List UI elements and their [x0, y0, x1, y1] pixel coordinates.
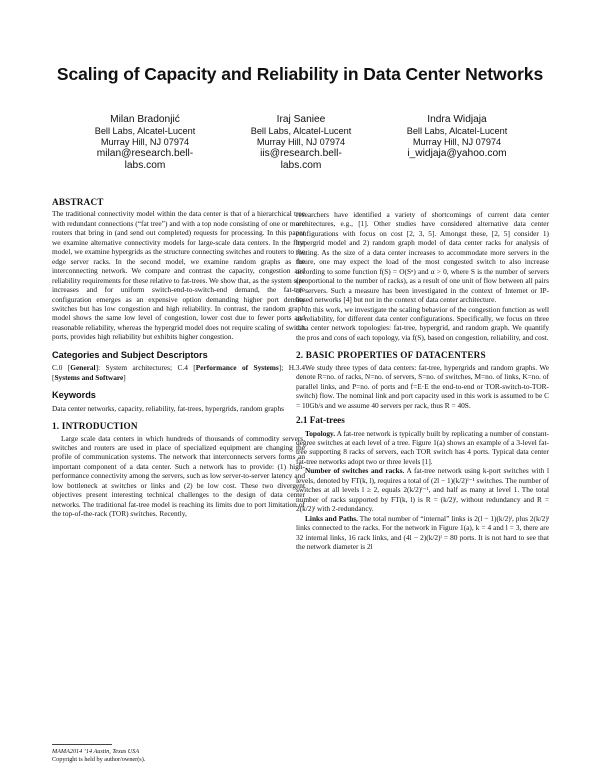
author-affiliation: Bell Labs, Alcatel-Lucent	[406, 126, 508, 136]
author-affiliation: Bell Labs, Alcatel-Lucent	[250, 126, 352, 136]
author-address: Murray Hill, NJ 07974	[100, 137, 190, 147]
keywords-text: Data center networks, capacity, reliability, fat-trees, hypergrids, random graphs	[52, 403, 284, 413]
keywords-heading: Keywords	[52, 390, 96, 401]
footer-rule	[52, 744, 112, 745]
author-email: i_widjaja@yahoo.com	[407, 148, 507, 159]
links-paths-paragraph: Links and Paths. The total number of “internal” links is 2(l − 1)(k/2)ˡ, plus 2(k/2)ˡ links connected to the racks. For the network in Figure 1(a), k = 4 and l = 3, there are 32 internal links, 16 rack links, and (4l − 2)(k/2)ˡ = 80 ports. It is not hard to see that the network diameter is 2l	[296, 513, 550, 551]
author-block	[70, 114, 550, 178]
author-email: milan@research.bell-labs.com	[96, 148, 194, 171]
categories-text: C.0 [General]: System architectures; C.4 [Performance of Systems]; H.3.4 [Systems and Software]	[52, 363, 306, 382]
author-name: Iraj Saniee	[276, 114, 326, 125]
intro-paragraph-2: In this work, we investigate the scaling behavior of the congestion function as well as reliability, for different data center configurations. Specifically, we focus on three data center network topologies: fat-tree, hypergrid, and random graph. We quantify the pros and cons of each topology, via f(S), based on congestion, reliability, and cost.	[296, 304, 549, 342]
left-column	[52, 198, 305, 519]
abstract-heading: ABSTRACT	[52, 197, 104, 207]
footer-copyright: Copyright is held by author/owner(s).	[52, 755, 146, 763]
switches-racks-paragraph: Number of switches and racks. A fat-tree network using k-port switches with l levels, denoted by FT(k, l), requires a total of (2l − 1)(k/2)ˡ⁻¹ switches. The number of switches at all levels l ≥ 2, equals 2(k/2)ˡ⁻¹, and half as many at level 1. The total number of racks supported by FT(k, l) is R = (k/2)ˡ, without redundancy and R = 2(k/2)ˡ with 2-redundancy.	[296, 466, 549, 514]
copyright-footer	[52, 748, 145, 763]
author-3	[382, 114, 532, 160]
author-address: Murray Hill, NJ 07974	[256, 137, 346, 147]
author-email: iis@research.bell-labs.com	[260, 148, 342, 171]
footer-venue: MAMA2014 ’14 Austin, Texas USA	[52, 748, 140, 755]
author-name: Indra Widjaja	[427, 114, 487, 125]
section-2-heading: 2. BASIC PROPERTIES OF DATACENTERS	[296, 350, 486, 361]
author-address: Murray Hill, NJ 07974	[412, 137, 502, 147]
section-2-1-heading: 2.1 Fat-trees	[296, 415, 345, 426]
categories-heading: Categories and Subject Descriptors	[52, 349, 208, 360]
topology-paragraph: Topology. A fat-tree network is typically built by replicating a number of constant-degree switches at each level of a tree. Figure 1(a) shows an example of a 3-level fat-tree supporting 8 racks of servers, each TOR switch has 4 ports. Typical data center fat-tree networks adopt two or three levels [1].	[296, 428, 549, 466]
intro-continued-text: researchers have identified a variety of shortcomings of current data center architectures, e.g., [1]. Other studies have considered alternative data center configurations with focus on cost [2, 3, 5]. Amongst these, [2, 5] consider 1) hypergrid model and 2) random graph model of data center racks for analysis of routing. As the size of a data center increases to accommodate more servers in the future, one may expect the load of the most congested switch to also increase according to some function f(S) = O(Sᵅ) and α > 0, where S is the number of servers (proportional to the number of racks), as a result of one unit of flow between all pairs of servers. Such a measure has been investigated in the context of Internet or IP-based networks [4] but not in the context of data center architecture.	[296, 210, 549, 305]
right-column	[296, 210, 549, 551]
author-name: Milan Bradonjić	[110, 114, 180, 125]
abstract-text: The traditional connectivity model within the data center is that of a hierarchical tree with redundant connections (“fat tree”) and with a top node consisting of one or more routers that bring in (and send out completed) requests for processing. In this paper we examine alternative connectivity models for large-scale data centers. In the first model, we examine hypergrids as the structure connecting switches and routers to the edge server racks. In the second model, we examine random graphs as the interconnecting network. We compare and contrast the capacity, congestion and reliability requirements for these relative to fat-trees. We show that, as the system size increases and for uniform switch-end-to-switch-end demand, the fat-tree configuration emerges as an expensive option demanding higher port density switches but has low congestion and high reliability. In contrast, the random graph model shows the same low level of congestion, lower cost due to fewer ports and reasonable reliability, whereas the hypergrid model does not require scaling of switch ports, provides high reliability but exhibits higher congestion.	[52, 209, 305, 342]
introduction-heading: 1. INTRODUCTION	[52, 421, 138, 432]
author-2	[226, 114, 376, 171]
section-2-text: We study three types of data centers: fat-tree, hypergrids and random graphs. We denote R=no. of racks, N=no. of servers, S=no. of switches, M=no. of links, K=no. of parallel links, and P=no. of ports and f=E·E the end-to-end or TOR-switch-to-TOR-switch) flow. The nominal link and port capacity used in this work is assumed to be C = 10Gb/s and we assume 40 servers per rack, thus R = 40S.	[296, 362, 549, 410]
author-1	[70, 114, 220, 171]
introduction-text: Large scale data centers in which hundreds of thousands of commodity servers, switches and routers are used in place of specialized equipment are changing the profile of communication systems. The network that interconnects servers forms an important component of a data center. Such a network has to provide: (1) high-performance connectivity among the servers, such as low server-to-server latency and low bottleneck at switches or links and (2) be low cost. These two divergent objectives present interesting technical challenges to the design of data center networks. The traditional fat-tree model is reaching its limits due to port limitation of the top-of-the-rack (TOR) switches. Recently,	[52, 433, 305, 519]
author-affiliation: Bell Labs, Alcatel-Lucent	[94, 126, 196, 136]
paper-title: Scaling of Capacity and Reliability in Data Center Networks	[56, 64, 544, 84]
